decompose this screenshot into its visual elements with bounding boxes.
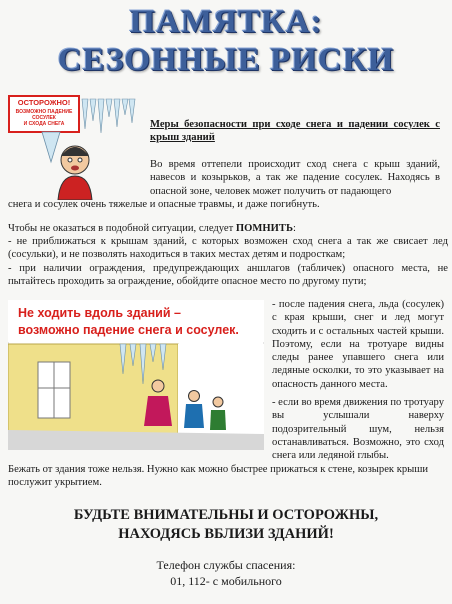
page-title-line1: ПАМЯТКА: bbox=[129, 4, 323, 40]
remember-lead-text: Чтобы не оказаться в подобной ситуации, следует bbox=[8, 223, 234, 234]
sign-text-2: ВОЗМОЖНО ПАДЕНИЕ bbox=[15, 109, 73, 115]
sign-text-1: ОСТОРОЖНО! bbox=[17, 98, 71, 107]
tail-paragraph: Бежать от здания тоже нельзя. Нужно как можно быстрее прижаться к стене, козырек крыши послужит укрытием. bbox=[8, 464, 429, 489]
final-warning-line2: НАХОДЯСЬ ВБЛИЗИ ЗДАНИЙ! bbox=[118, 526, 334, 542]
intro-paragraph: Во время оттепели происходит сход снега с крыш зданий, навесов и козырьков, а так же падение сосулек. Находясь в опасной зоне, человек может получить от падающего bbox=[150, 159, 440, 197]
remember-lead bbox=[8, 222, 448, 235]
remember-keyword: ПОМНИТЬ bbox=[235, 223, 293, 234]
bullet-2: - при наличии ограждения, предупреждающих аншлагов (табличек) опасного места, не пытайтесь проходить за ограждение, обойдите опасное место по другому пути; bbox=[8, 263, 448, 288]
warning-sign-image bbox=[8, 95, 138, 135]
banner-text-1: Не ходить вдоль зданий – bbox=[18, 306, 181, 320]
banner-text-2: возможно падение снега и сосулек. bbox=[18, 323, 239, 337]
sign-text-3: СОСУЛЕК bbox=[32, 115, 56, 121]
page-title-line2: СЕЗОННЫЕ РИСКИ bbox=[57, 42, 395, 78]
bullet-4: - если во время движения по тротуару вы услышали наверху подозрительный шум, нельзя останавливаться. Возможно, это сход снега или ледяной глыбы. bbox=[272, 397, 444, 462]
final-warning-line1: БУДЬТЕ ВНИМАТЕЛЬНЫ И ОСТОРОЖНЫ, bbox=[73, 507, 379, 523]
icicles-icon bbox=[82, 99, 135, 133]
bullet-1: - не приближаться к крышам зданий, с которых возможен сход снега а так же свисает лед (сосульки), и не позволять находиться в таких местах детям и подросткам; bbox=[8, 236, 448, 261]
warning-illustration bbox=[8, 300, 264, 450]
intro-paragraph-cont: снега и сосулек очень тяжелые и опасные травмы, и даже погибнуть. bbox=[8, 199, 320, 210]
remember-colon: : bbox=[292, 223, 296, 234]
bullet-3: - после падения снега, льда (сосулек) с края крыши, снег и лед могут сходить и с остальных частей крыши. Поэтому, если на тротуаре видны следы ранее упавшего снега или ледяные осколки, то это указывает на опасность данного места. bbox=[272, 299, 444, 390]
sign-text-4: И СХОДА СНЕГА bbox=[23, 121, 65, 127]
rescue-phone-label: Телефон службы спасения: bbox=[156, 558, 296, 572]
rescue-phone-numbers: 01, 112- с мобильного bbox=[170, 574, 282, 588]
section-subtitle: Меры безопасности при сходе снега и падении сосулек с крыш зданий bbox=[150, 119, 440, 144]
cartoon-man-image bbox=[40, 130, 120, 200]
